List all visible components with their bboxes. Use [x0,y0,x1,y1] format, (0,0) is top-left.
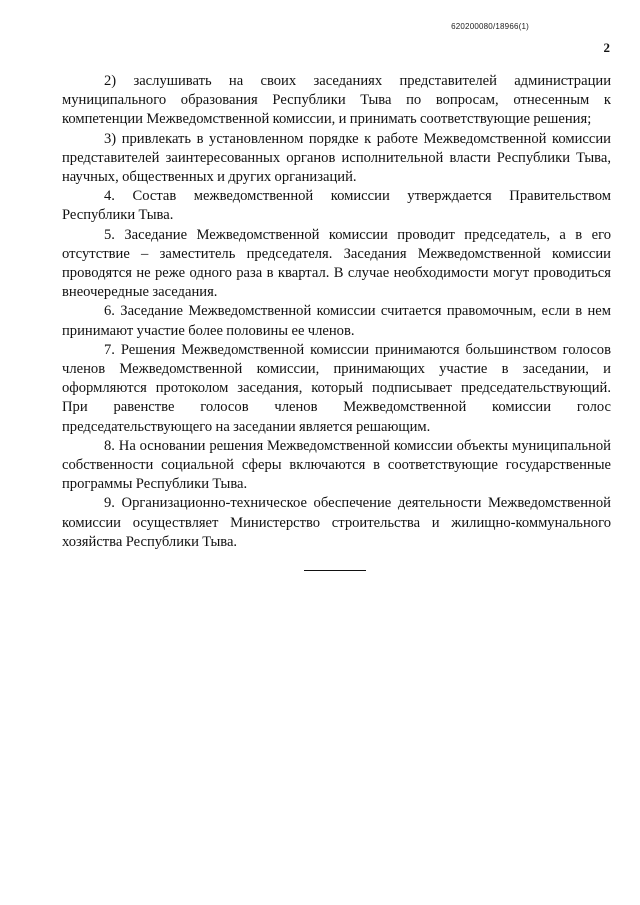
document-body [62,72,611,552]
paragraph-clause-9: 9. Организационно-техническое обеспечение деятельности Межведомственной комиссии осуществляет Министерство строительства и жилищно-коммунального хозяйства Республики Тыва. [62,495,611,550]
end-of-document-divider [304,570,366,571]
paragraph-clause-8: 8. На основании решения Межведомственной комиссии объекты муниципальной собственности социальной сферы включаются в соответствующие государственные программы Республики Тыва. [62,437,611,493]
paragraph-clause-5: 5. Заседание Межведомственной комиссии проводит председатель, а в его отсутствие – заместитель председателя. Заседания Межведомственной комиссии проводятся не реже одного раза в квартал. В случае необходимости могут проводиться внеочередные заседания. [62,226,611,301]
paragraph-clause-6: 6. Заседание Межведомственной комиссии считается правомочным, если в нем принимают участие более половины ее членов. [62,303,611,339]
page-number: 2 [603,40,610,55]
paragraph-item-3: 3) привлекать в установленном порядке к работе Межведомственной комиссии представителей заинтересованных органов исполнительной власти Республики Тыва, научных, общественных и других организаций. [62,130,611,186]
paragraph-clause-4: 4. Состав межведомственной комиссии утверждается Правительством Республики Тыва. [62,188,611,224]
paragraph-item-2: 2) заслушивать на своих заседаниях представителей администрации муниципального образования Республики Тыва по вопросам, отнесенным к компетенции Межведомственной комиссии, и принимать соответствующие решения; [62,73,611,128]
document-id: 620200080/18966(1) [451,22,529,31]
paragraph-clause-7: 7. Решения Межведомственной комиссии принимаются большинством голосов членов Межведомственной комиссии, принимающих участие в заседании, и оформляются протоколом заседания, который подписывает председательствующий. При равенстве голосов членов Межведомственной комиссии голос председательствующего на заседании является решающим. [62,341,611,435]
